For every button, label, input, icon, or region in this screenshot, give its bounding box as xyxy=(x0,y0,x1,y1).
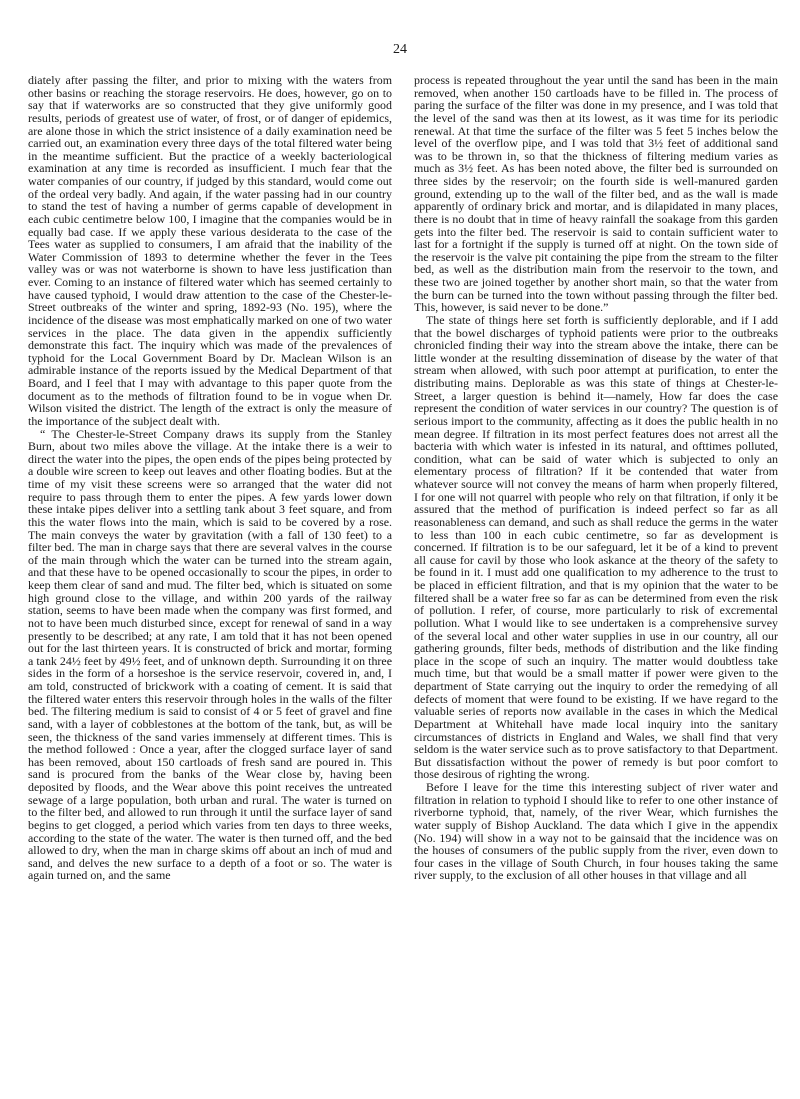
paragraph: Before I leave for the time this interesting subject of river water and filtration in relation to typhoid I should like to refer to one other instance of riverborne typhoid, that, namely, of the river Wear, which furnishes the water supply of Bishop Auckland. The data which I give in the appendix (No. 194) will show in a way not to be gainsaid that the incidence was on the houses of consumers of the public supply from the river, even down to four cases in the village of South Church, in four houses taking the same river supply, to the exclusion of all other houses in that village and all xyxy=(414,780,778,883)
paragraph: process is repeated throughout the year until the sand has been in the main removed, when another 150 cartloads have to be filled in. The process of paring the surface of the filter was done in my presence, and I was told that the level of the sand was then at its lowest, as it was time for its periodic renewal. At that time the surface of the filter was 5 feet 5 inches below the level of the overflow pipe, and I was told that 3½ feet of additional sand was to be thrown in, so that the thickness of filtering medium varies as much as 3½ feet. As has been noted above, the filter bed is surrounded on three sides by the reservoir; on the fourth side is well-manured garden ground, extending up to the wall of the filter bed, and as the wall is made apparently of ordinary brick and mortar, and is dilapidated in many places, there is no doubt that in time of heavy rainfall the soakage from this garden gets into the filter bed. The reservoir is said to contain sufficient water to last for a fortnight if the supply is turned off at night. On the town side of the reservoir is the valve pit containing the pipe from the stream to the filter bed, as well as the distribution main from the reservoir to the town, and these two are joined together by another short main, so that the water from the burn can be turned into the town without passing through the filter bed. This, however, is said never to be done.” xyxy=(414,74,778,315)
right-column xyxy=(414,74,778,1092)
paragraph: “ The Chester-le-Street Company draws its supply from the Stanley Burn, about two miles above the village. At the intake there is a weir to direct the water into the pipes, the open ends of the pipes being protected by a double wire screen to keep out leaves and other floating bodies. But at the time of my visit these screens were so arranged that the water did not require to pass through them to enter the pipes. A few yards lower down these intake pipes deliver into a settling tank about 3 feet square, and from this the water flows into the main, which is said to be covered by a rose. The main conveys the water by gravitation (with a fall of 130 feet) to a filter bed. The man in charge says that there are several valves in the course of the main through which the water can be turned into the stream again, and that these have to be opened occasionally to scour the pipes, in order to keep them clear of sand and mud. The filter bed, which is situated on some high ground close to the village, and within 200 yards of the railway station, seems to have been made when the company was first formed, and not to have been much disturbed since, except for renewal of sand in a way presently to be described; at any rate, I am told that it has not been opened out for the last thirteen years. It is constructed of brick and mortar, forming a tank 24½ feet by 49½ feet, and of unknown depth. Surrounding it on three sides in the form of a horseshoe is the service reservoir, covered in, and, I am told, constructed of brickwork with a coating of cement. It is said that the filtered water enters this reservoir through holes in the walls of the filter bed. The filtering medium is said to consist of 4 or 5 feet of gravel and fine sand, with a layer of cobblestones at the bottom of the tank, but, as will be seen, the thickness of the sand varies immensely at different times. This is the method followed : Once a year, after the clogged surface layer of sand has been removed, about 150 cartloads of fresh sand are poured in. This sand is procured from the banks of the Wear close by, having been deposited by floods, and the Wear above this point receives the untreated sewage of a large population, both urban and rural. The water is turned on to the filter bed, and allowed to run through it until the surface layer of sand begins to get clogged, a period which varies from ten days to three weeks, according to the state of the water. The water is then turned off, and the bed allowed to dry, when the man in charge skims off about an inch of mud and sand, and delves the new surface to a depth of a foot or so. The water is again turned on, and the same xyxy=(28,426,392,883)
paragraph: diately after passing the filter, and prior to mixing with the waters from other basins or reaching the storage reservoirs. He does, however, go on to say that if waterworks are so constructed that they give uniformly good results, periods of greatest use of water, of frost, or of danger of epidemics, are alone those in which the strict insistence of a daily examination need be carried out, an examination every three days of the total filtered water being in the meantime sufficient. But the practice of a weekly bacteriological examination at any time is recorded as insufficient. I much fear that the water companies of our country, if judged by this standard, would come out of the ordeal very badly. And again, if the water passing had in our country to stand the test of having a number of germs capable of development in each cubic centimetre below 100, I imagine that the companies would be in equally bad case. If we apply these various desiderata to the case of the Tees water as supplied to consumers, I am afraid that the inability of the Water Commission of 1893 to determine whether the fever in the Tees valley was or was not waterborne is shown to have less justification than ever. Coming to an instance of filtered water which has seemed certainly to have caused typhoid, I would draw attention to the case of the Chester-le-Street outbreaks of the winter and spring, 1892-93 (No. 195), where the incidence of the disease was most emphatically marked on one of two water services in the place. The data given in the appendix sufficiently demonstrate this fact. The inquiry which was made of the prevalences of typhoid for the Local Government Board by Dr. Maclean Wilson is an admirable instance of the reports issued by the Medical Department of that Board, and I feel that I may with advantage to this paper quote from the document as to the methods of filtration found to be in vogue when Dr. Wilson visited the district. The length of the extract is only the measure of the importance of the subject dealt with. xyxy=(28,74,392,428)
page-number: 24 xyxy=(393,42,407,57)
paragraph: The state of things here set forth is sufficiently deplorable, and if I add that the bowel discharges of typhoid patients were prior to the outbreaks chronicled finding their way into the stream above the intake, there can be little wonder at the resulting dissemination of disease by the water of that stream when allowed, with such poor attempt at purification, to enter the distributing mains. Deplorable as was this state of things at Chester-le-Street, a larger question is behind it—namely, How far does the case represent the condition of water services in our country? The question is of serious import to the community, affecting as it does the public health in no mean degree. If filtration in its most perfect features does not arrest all the bacteria with which water is infested in its natural, and ofttimes polluted, condition, what can be said of water which is subjected to only an elementary process of filtration? If it be contended that water from whatever source will not convey the means of harm when properly filtered, I for one will not quarrel with people who rely on that filtration, if only it be assured that the method of purification is indeed perfect so far as all reasonableness can demand, and such as shall reduce the germs in the water to less than 100 in each cubic centimetre, so far as development is concerned. If filtration is to be our safeguard, let it be of a kind to prevent all cause for cavil by those who look askance at the theory of the safety to be found in it. I must add one qualification to my adherence to the trust to be placed in efficient filtration, and that is my opinion that the water to be filtered shall be a water free so far as can be determined from even the risk of pollution. I refer, of course, more particularly to risk of excremental pollution. What I would like to see undertaken is a comprehensive survey of the several local and other water supplies in use in our country, all our gathering grounds, filter beds, methods of distribution and the like finding place in the scope of such an inquiry. The matter would doubtless take much time, but that would be a small matter if power were given to the department of State carrying out the inquiry to order the remedying of all defects of moment that were found to be existing. If we have regard to the valuable series of reports now available in the cases in which the Medical Department at Whitehall have made local inquiry into the sanitary circumstances of districts in England and Wales, we shall find that very seldom is the water service such as to prove satisfactory to that Department. But dissatisfaction without the power of remedy is but poor comfort to those desirous of righting the wrong. xyxy=(414,312,778,782)
left-column xyxy=(28,74,392,1092)
